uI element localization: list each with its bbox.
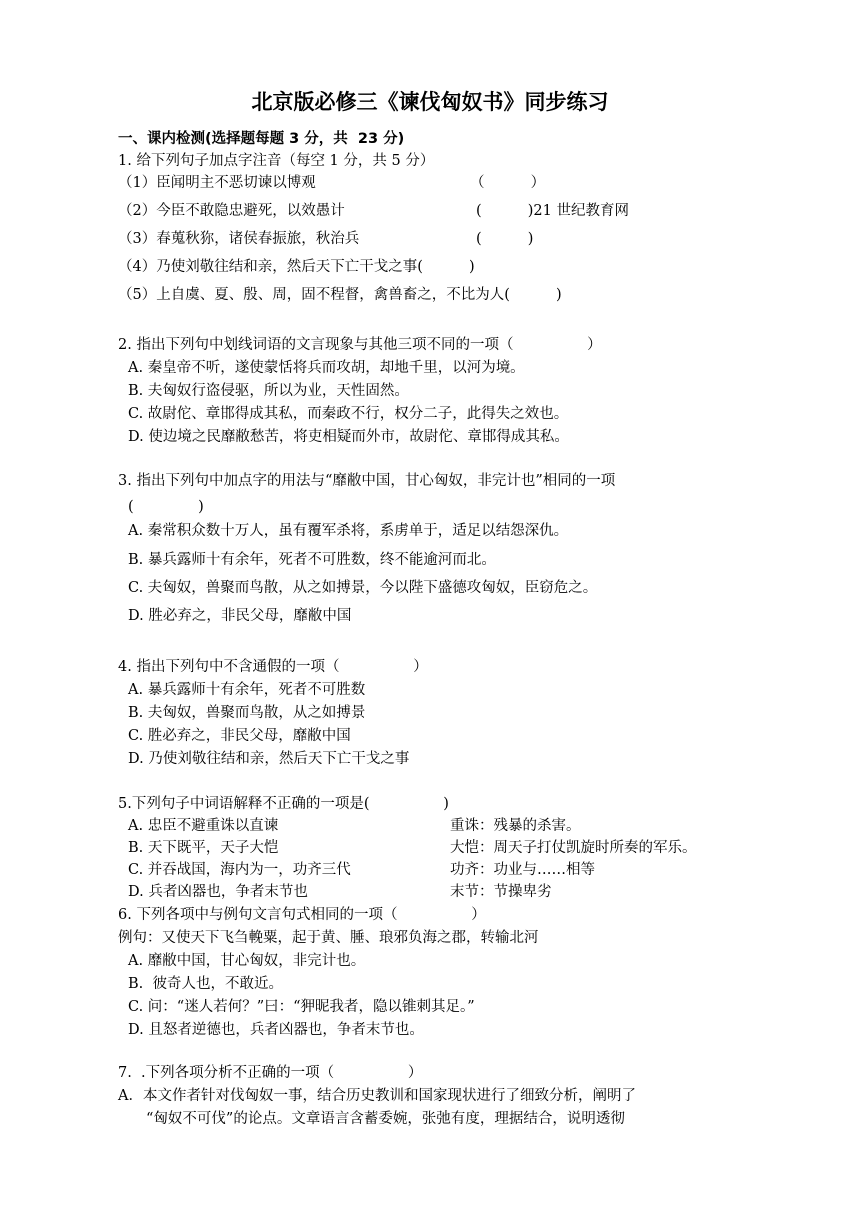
question-1-stem: 1. 给下列句子加点字注音（每空 1 分，共 5 分） bbox=[118, 153, 435, 169]
question-5-gloss-d: 末节：节操卑劣 bbox=[450, 884, 552, 900]
question-2-option-b: B. 夫匈奴行盗侵驱，所以为业，天性固然。 bbox=[128, 383, 409, 399]
question-4-stem: 4. 指出下列句中不含通假的一项（ ） bbox=[118, 659, 428, 675]
question-7-option-a-line-1: A．本文作者针对伐匈奴一事，结合历史教训和国家现状进行了细致分析，阐明了 bbox=[118, 1088, 636, 1104]
question-4-option-a: A. 暴兵露师十有余年，死者不可胜数 bbox=[128, 682, 366, 698]
question-1-item-4: （4）乃使刘敬往结和亲，然后天下亡干戈之事( ) bbox=[118, 259, 475, 275]
question-2-stem: 2. 指出下列句中划线词语的文言现象与其他三项不同的一项（ ） bbox=[118, 337, 602, 353]
question-7-option-a-line-2: “匈奴不可伐”的论点。文章语言含蓄委婉，张弛有度，理据结合，说明透彻 bbox=[146, 1111, 625, 1127]
question-3-option-c: C. 夫匈奴，兽聚而鸟散，从之如搏景，今以陛下盛德攻匈奴，臣窃危之。 bbox=[128, 580, 598, 596]
question-5-gloss-c: 功齐：功业与……相等 bbox=[450, 862, 595, 878]
question-1-item-5: （5）上自虞、夏、殷、周，固不程督，禽兽畜之，不比为人( ) bbox=[118, 287, 562, 303]
question-1-item-3: （3）春蒐秋狝，诸侯春振旅，秋治兵 bbox=[118, 231, 360, 247]
question-1-blank-1: （ ） bbox=[470, 175, 546, 191]
question-4-option-c: C. 胜必弃之，非民父母，靡敝中国 bbox=[128, 728, 351, 744]
question-7-stem: 7. .下列各项分析不正确的一项（ ） bbox=[118, 1065, 423, 1081]
question-5-stem: 5.下列句子中词语解释不正确的一项是( ) bbox=[118, 796, 449, 812]
question-1-blank-2: ( )21 世纪教育网 bbox=[476, 203, 629, 219]
question-5-option-a: A. 忠臣不避重诛以直谏 bbox=[128, 818, 279, 834]
question-5-option-c: C. 并吞战国，海内为一，功齐三代 bbox=[128, 862, 351, 878]
question-4-option-b: B. 夫匈奴，兽聚而鸟散，从之如搏景 bbox=[128, 705, 366, 721]
question-6-option-c: C. 问：“迷人若何？”曰：“狎昵我者，隐以锥刺其足。” bbox=[128, 999, 475, 1015]
question-4-option-d: D. 乃使刘敬往结和亲，然后天下亡干戈之事 bbox=[128, 751, 410, 767]
question-2-option-c: C. 故尉佗、章邯得成其私，而秦政不行，权分二子，此得失之效也。 bbox=[128, 406, 569, 422]
question-5-option-d: D. 兵者凶器也，争者末节也 bbox=[128, 884, 308, 900]
question-6-option-d: D. 且怒者逆德也，兵者凶器也，争者末节也。 bbox=[128, 1022, 424, 1038]
question-5-option-b: B. 天下既平，天子大恺 bbox=[128, 840, 279, 856]
question-5-gloss-b: 大恺：周天子打仗凯旋时所奏的军乐。 bbox=[450, 840, 697, 856]
question-6-example: 例句：又使天下飞刍輓粟，起于黄、腄、琅邪负海之郡，转输北河 bbox=[118, 930, 539, 946]
question-1-blank-3: ( ) bbox=[476, 231, 534, 247]
question-2-option-a: A. 秦皇帝不听，遂使蒙恬将兵而攻胡，却地千里，以河为境。 bbox=[128, 360, 525, 376]
question-3-stem-blank: ( ) bbox=[128, 499, 204, 515]
section-heading: 一、课内检测(选择题每题 3 分，共 23 分) bbox=[118, 131, 405, 147]
question-3-option-a: A. 秦常积众数十万人，虽有覆军杀将，系虏单于，适足以结怨深仇。 bbox=[128, 523, 569, 539]
question-1-item-1: （1）臣闻明主不恶切谏以博观 bbox=[118, 175, 316, 191]
question-6-stem: 6. 下列各项中与例句文言句式相同的一项（ ） bbox=[118, 907, 486, 923]
question-3-option-b: B. 暴兵露师十有余年，死者不可胜数，终不能逾河而北。 bbox=[128, 552, 496, 568]
question-2-option-d: D. 使边境之民靡敝愁苦，将吏相疑而外市，故尉佗、章邯得成其私。 bbox=[128, 429, 569, 445]
question-3-option-d: D. 胜必弃之，非民父母，靡敝中国 bbox=[128, 608, 352, 624]
question-5-gloss-a: 重诛：残暴的杀害。 bbox=[450, 818, 581, 834]
question-3-stem: 3. 指出下列句中加点字的用法与“靡敝中国，甘心匈奴，非完计也”相同的一项 bbox=[118, 473, 616, 489]
page-title: 北京版必修三《谏伐匈奴书》同步练习 bbox=[251, 90, 609, 114]
question-6-option-a: A. 靡敝中国，甘心匈奴，非完计也。 bbox=[128, 953, 366, 969]
question-1-item-2: （2）今臣不敢隐忠避死，以效愚计 bbox=[118, 203, 345, 219]
question-6-option-b: B. 彼奇人也，不敢近。 bbox=[128, 976, 283, 992]
